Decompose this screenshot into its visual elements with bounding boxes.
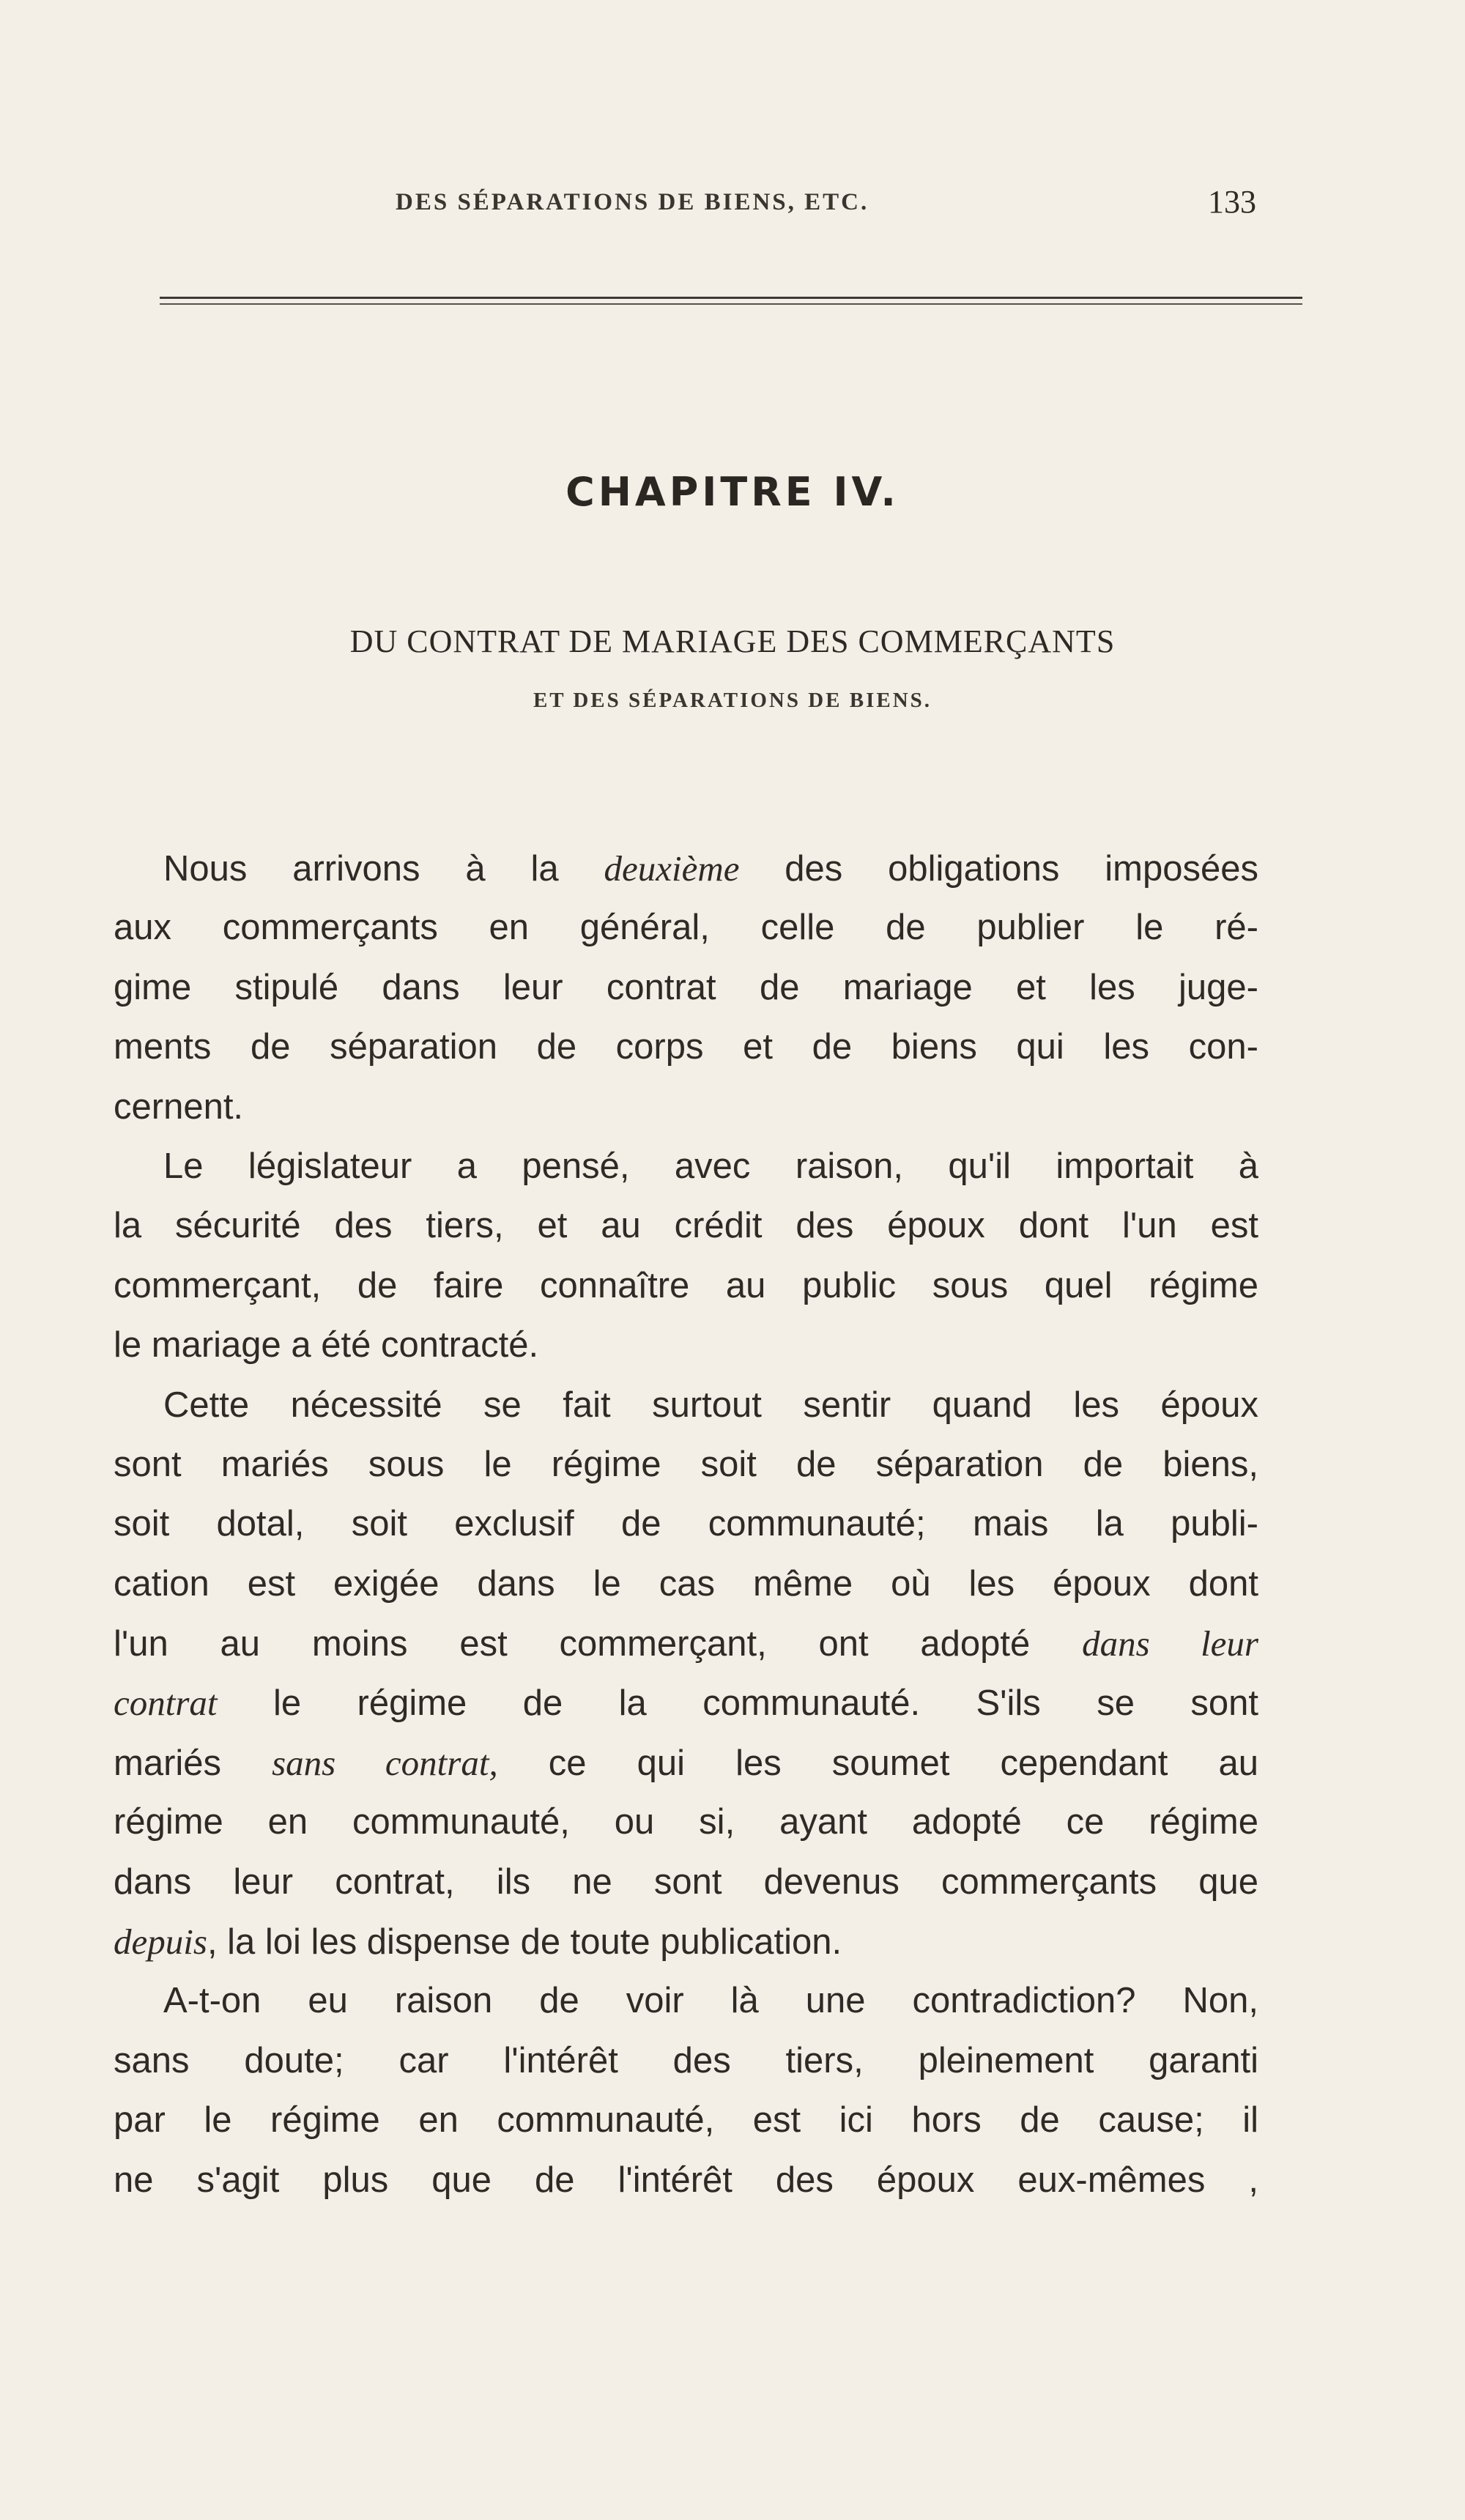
text-line: depuis, la loi les dispense de toute publication. <box>114 1922 842 1963</box>
text-line: la sécurité des tiers, et au crédit des époux dont l'un est <box>114 1206 1258 1246</box>
text-line: commerçant, de faire connaître au public sous quel régime <box>114 1265 1258 1305</box>
text-line: par le régime en communauté, est ici hors de cause; il <box>114 2100 1258 2141</box>
text-line: dans leur contrat, ils ne sont devenus commerçants que <box>114 1861 1258 1902</box>
text-line: le mariage a été contracté. <box>114 1325 539 1365</box>
text-line: Nous arrivons à la deuxième des obligations imposées <box>163 848 1258 889</box>
header-rule-bottom <box>160 303 1302 305</box>
text-line: cation est exigée dans le cas même où les époux dont <box>114 1563 1258 1604</box>
page-number: 133 <box>1208 184 1256 220</box>
text-line: cernent. <box>114 1086 244 1127</box>
running-title: DES SÉPARATIONS DE BIENS, ETC. <box>396 189 869 215</box>
text-line: gime stipulé dans leur contrat de mariage et les juge- <box>114 967 1258 1007</box>
chapter-subtitle-secondary: ET DES SÉPARATIONS DE BIENS. <box>533 689 932 712</box>
header-rule-top <box>160 297 1302 299</box>
text-line: l'un au moins est commerçant, ont adopté dans leur <box>114 1623 1258 1664</box>
text-line: ne s'agit plus que de l'intérêt des époux eux-mêmes , <box>114 2160 1258 2200</box>
chapter-subtitle: DU CONTRAT DE MARIAGE DES COMMERÇANTS <box>349 623 1116 659</box>
body-text <box>114 839 1258 2210</box>
text-line: Le législateur a pensé, avec raison, qu'il importait à <box>163 1146 1258 1186</box>
page-header <box>114 183 1256 234</box>
text-line: sans doute; car l'intérêt des tiers, pleinement garanti <box>114 2040 1258 2080</box>
text-line: A-t-on eu raison de voir là une contradiction? Non, <box>163 1981 1258 2021</box>
text-line: sont mariés sous le régime soit de séparation de biens, <box>114 1444 1258 1484</box>
text-line: ments de séparation de corps et de biens qui les con- <box>114 1027 1258 1067</box>
text-line: aux commerçants en général, celle de publier le ré- <box>114 908 1258 948</box>
text-line: soit dotal, soit exclusif de communauté; mais la publi- <box>114 1504 1258 1544</box>
text-line: régime en communauté, ou si, ayant adopté ce régime <box>114 1802 1258 1842</box>
text-line: contrat le régime de la communauté. S'ils se sont <box>114 1683 1258 1724</box>
text-line: Cette nécessité se fait surtout sentir quand les époux <box>163 1385 1258 1425</box>
text-line: mariés sans contrat, ce qui les soumet cependant au <box>114 1742 1258 1783</box>
chapter-title: CHAPITRE IV. <box>565 469 900 515</box>
